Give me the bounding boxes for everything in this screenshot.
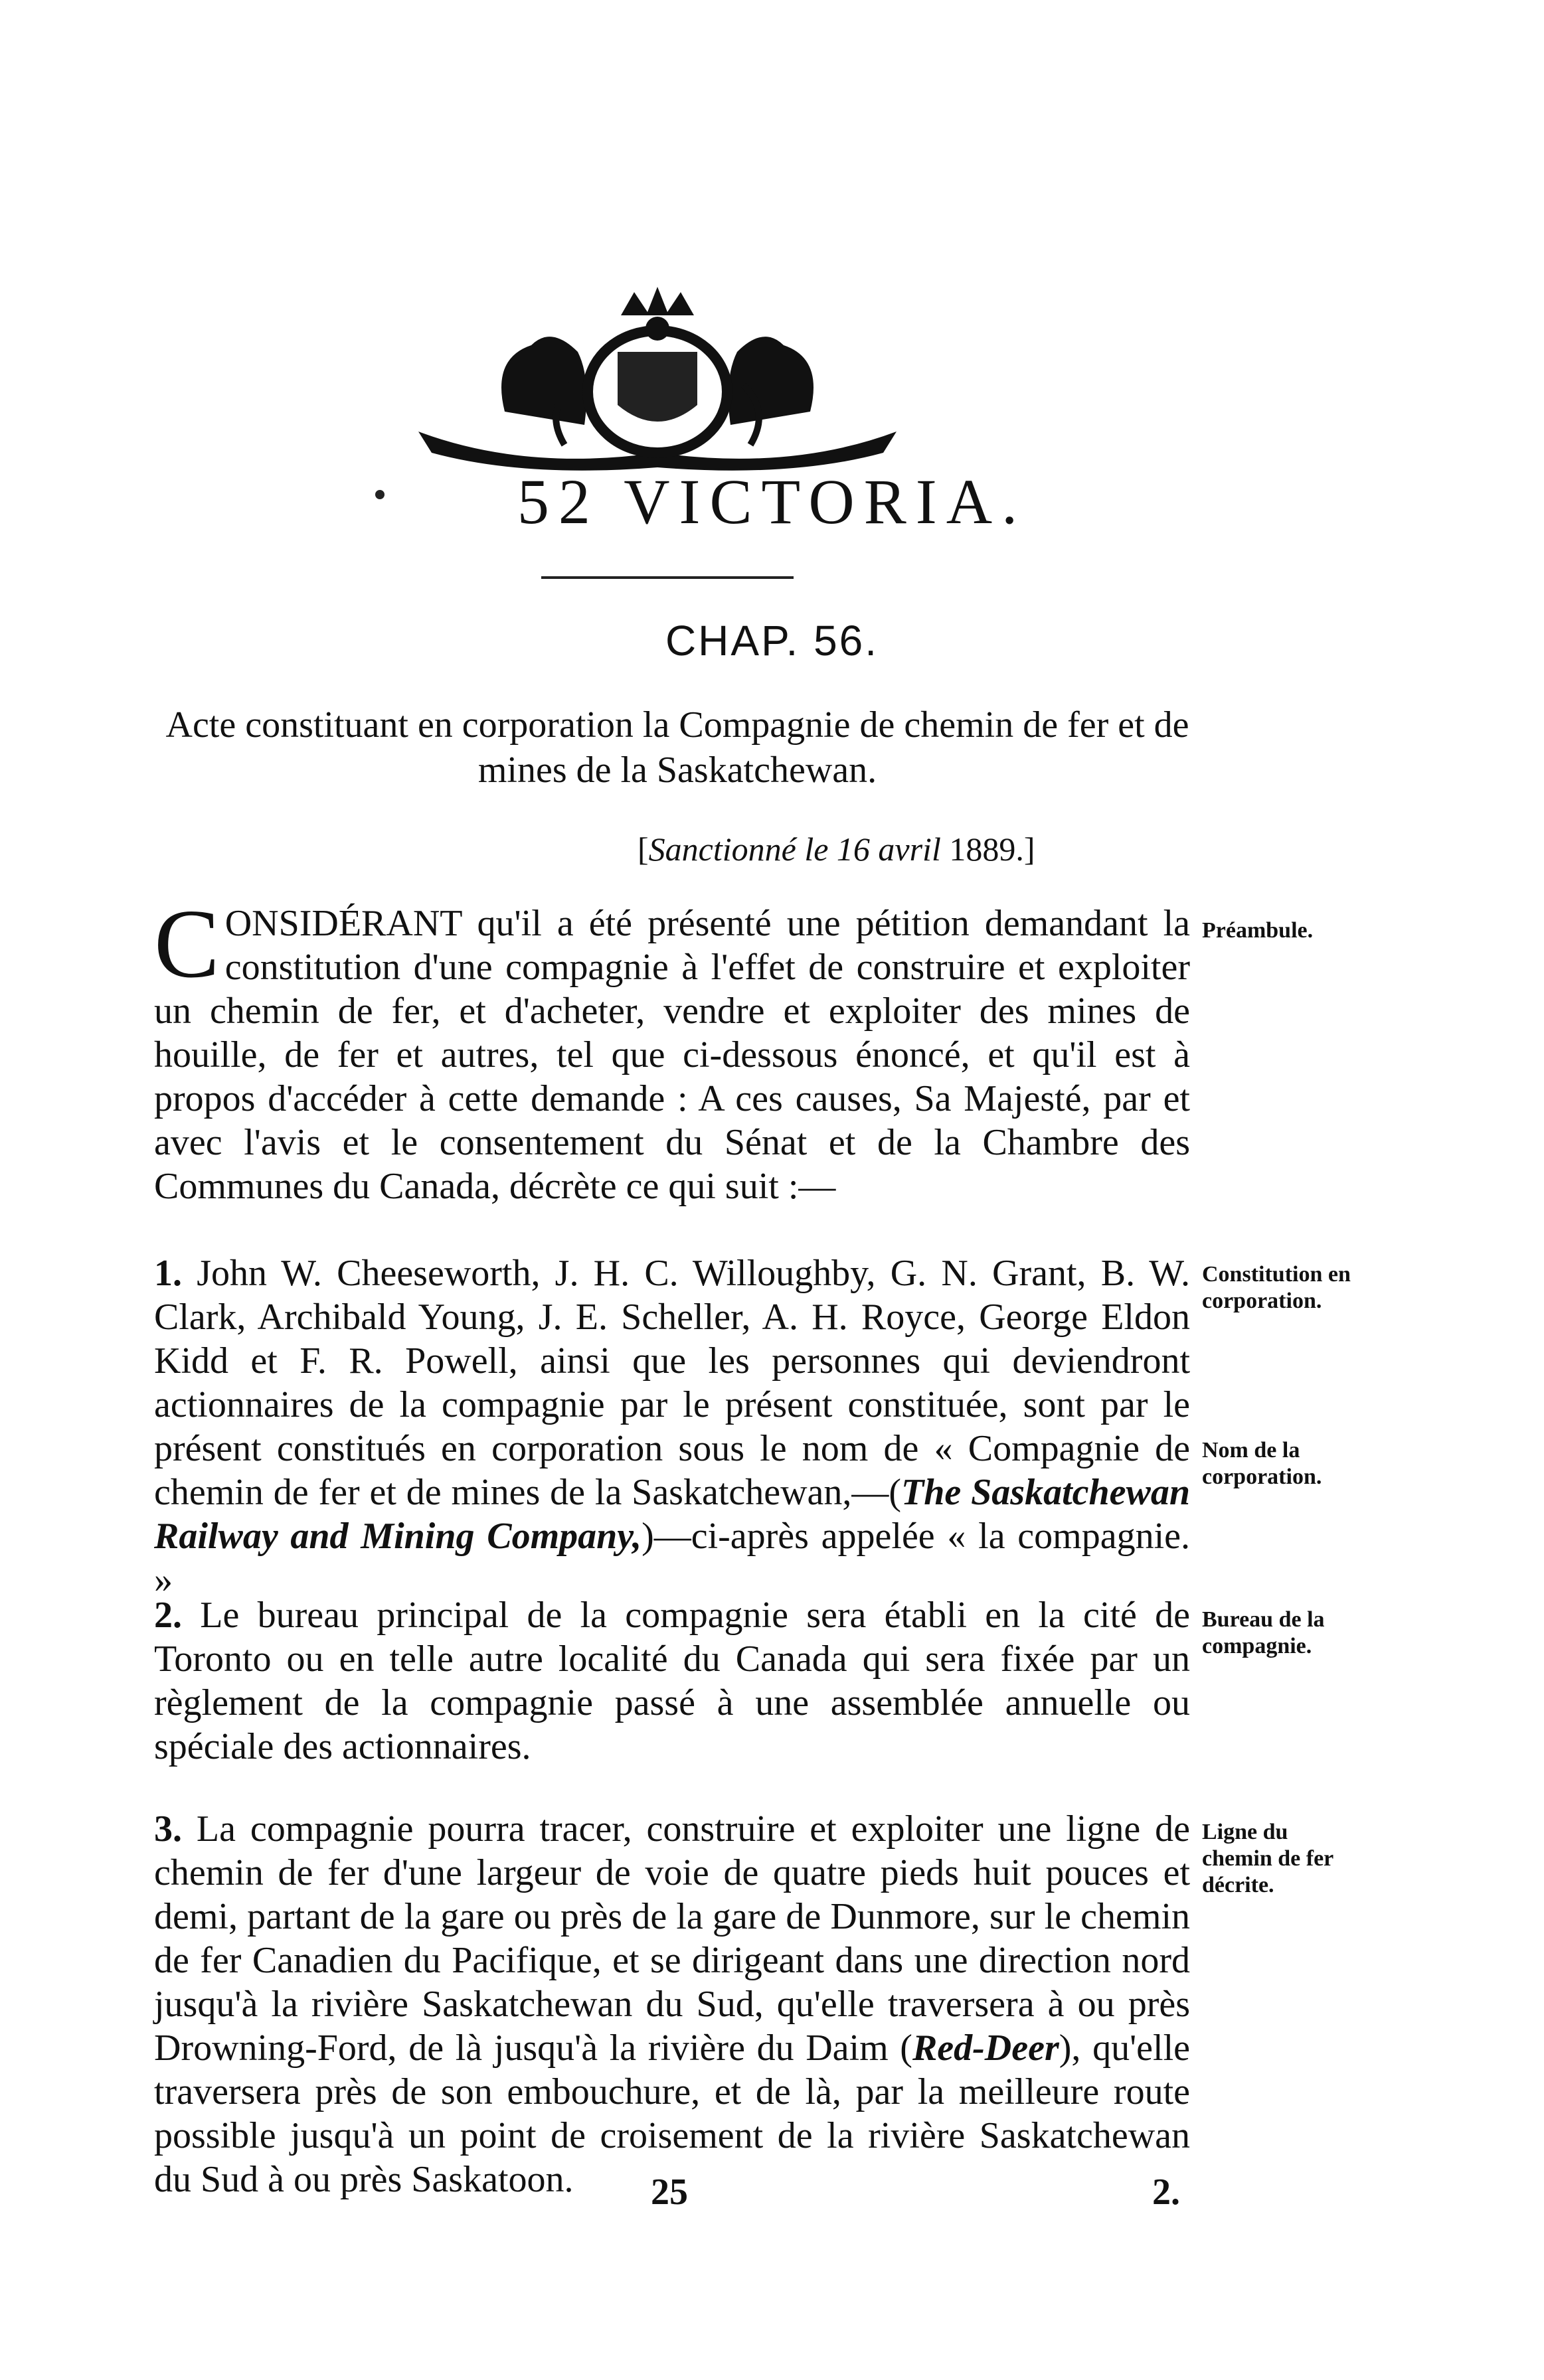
regnal-year-heading: 52 VICTORIA.	[517, 466, 1027, 537]
sanction-open-bracket: [	[638, 831, 649, 868]
margin-note-office: Bureau de la compagnie.	[1202, 1607, 1325, 1658]
section-1-english-name: The Saskatchewan Railway and Mining Company,	[154, 1472, 1190, 1557]
heading-divider	[541, 576, 794, 579]
section-1-paragraph	[154, 1251, 1190, 1602]
section-3-english-river: Red-Deer	[912, 2027, 1059, 2069]
sanction-year: 1889.]	[940, 831, 1035, 868]
section-2-number: 2.	[154, 1595, 182, 1636]
section-1-text: John W. Cheeseworth, J. H. C. Willoughby, G. N. Grant, B. W. Clark, Archibald Young, J. E. Scheller, A. H. Royce, George Eldon Kidd et F. R. Powell, ainsi que les personnes qui deviendront actionnaires de la compagnie par le présent constituée, sont par le présent constitués en corporation sous le nom de « Compagnie de chemin de fer et de mines de la Saskatchewan,—(	[154, 1253, 1190, 1513]
section-3-end: ), qu'elle traversera près de son embouchure, et de là, par la meilleure route possible jusqu'à un point de croisement de la rivière Saskatchewan du Sud à ou près Saskatoon.	[154, 2027, 1190, 2200]
sanction-date	[638, 830, 1235, 868]
section-2-paragraph	[154, 1593, 1190, 1769]
preamble-text: ONSIDÉRANT qu'il a été présenté une pétition demandant la constitution d'une compagnie à l'effet de construire et exploiter un chemin de fer, et d'acheter, vendre et exploiter des mines de houille, de fer et autres, tel que ci-dessous énoncé, et qu'il est à propos d'accéder à cette demande : A ces causes, Sa Majesté, par et avec l'avis et le consentement du Sénat et de la Chambre des Communes du Canada, décrète ce qui suit :—	[154, 903, 1190, 1207]
preamble-paragraph	[154, 890, 1190, 1208]
sanction-italic-text: Sanctionné le 16 avril	[648, 831, 941, 868]
section-3-paragraph	[154, 1807, 1190, 2201]
section-3-number: 3.	[154, 1808, 182, 1850]
margin-note-line: Ligne du chemin de fer décrite.	[1202, 1820, 1333, 1897]
royal-coat-of-arms-icon	[392, 279, 923, 478]
act-title: Acte constituant en corporation la Compagnie de chemin de fer et de mines de la Saskatchewan.	[165, 704, 1189, 791]
page-number: 25	[651, 2172, 688, 2213]
drop-cap: C	[154, 890, 220, 998]
section-1-number: 1.	[154, 1253, 182, 1294]
section-3-text: La compagnie pourra tracer, construire et exploiter une ligne de chemin de fer d'une largeur de voie de quatre pieds huit pouces et demi, partant de la gare ou près de la gare de Dunmore, sur le chemin de fer Canadien du Pacifique, et se dirigeant dans une direction nord jusqu'à la rivière Saskatchewan du Sud, qu'elle traversera à ou près Drowning-Ford, de là jusqu'à la rivière du Daim (	[154, 1808, 1190, 2069]
margin-note-name: Nom de la corporation.	[1202, 1438, 1322, 1489]
section-1-end: )—ci-après appelée « la compagnie. »	[154, 1516, 1190, 1601]
chapter-heading: CHAP. 56.	[665, 617, 879, 665]
signature-mark: 2.	[1152, 2172, 1180, 2213]
margin-note-preamble: Préambule.	[1202, 918, 1314, 943]
section-2-text: Le bureau principal de la compagnie sera établi en la cité de Toronto ou en telle autre localité du Canada qui sera fixée par un règlement de la compagnie passé à une assemblée annuelle ou spéciale des actionnaires.	[154, 1595, 1190, 1767]
margin-note-constitution: Constitution en corporation.	[1202, 1262, 1351, 1313]
